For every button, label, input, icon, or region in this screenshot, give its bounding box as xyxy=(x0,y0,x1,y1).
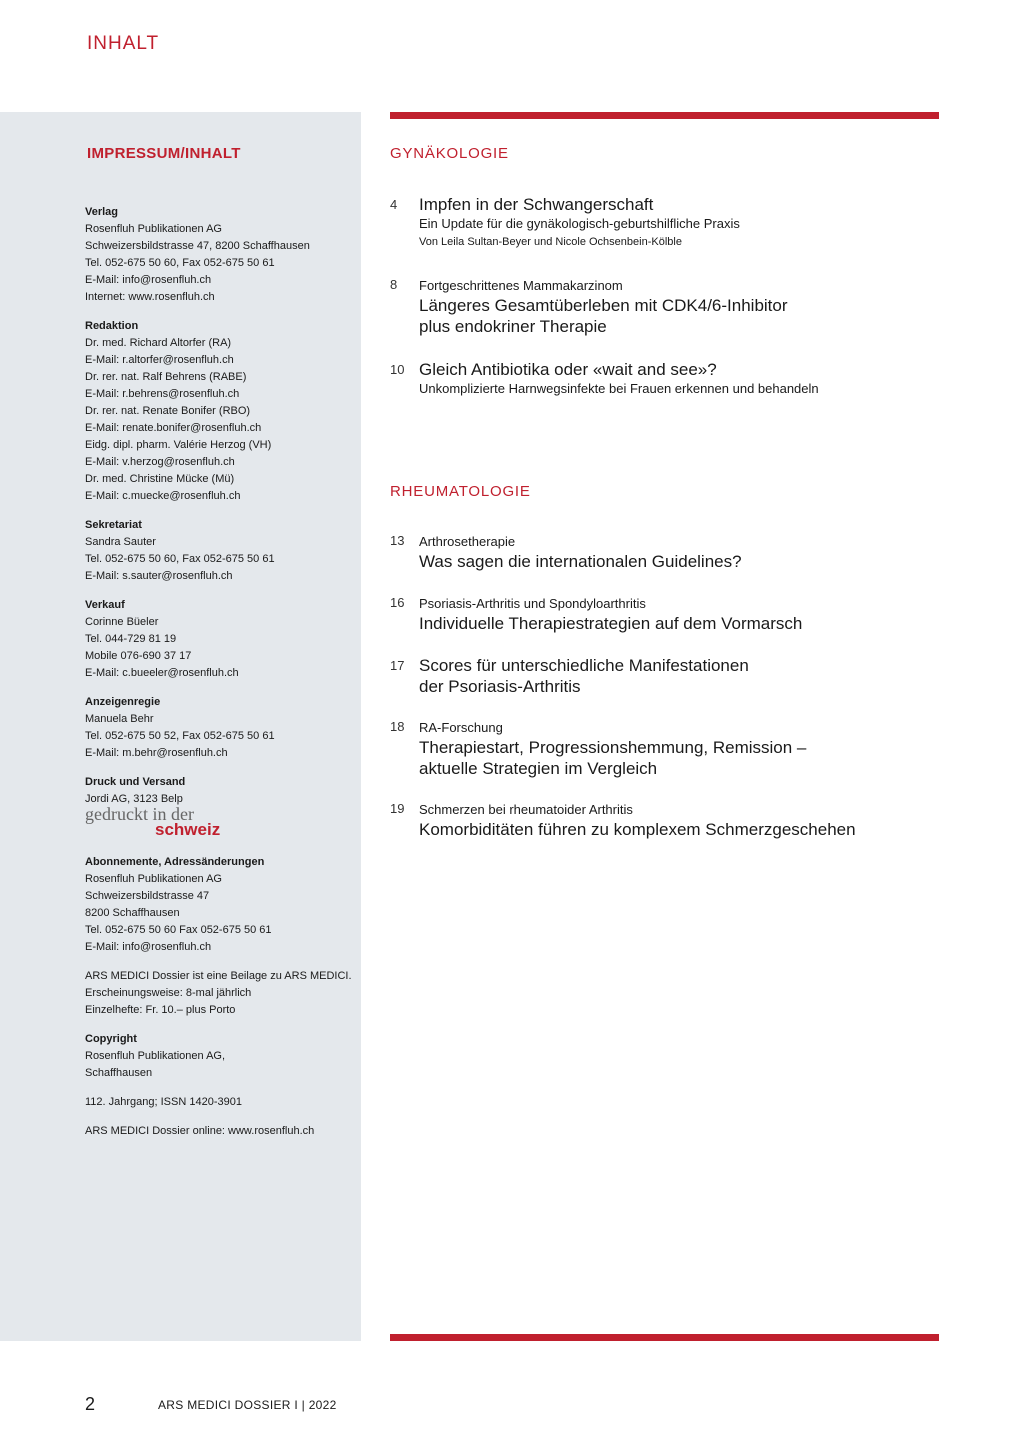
impressum-block-abonnemente xyxy=(85,854,355,956)
block-line: Dr. med. Richard Altorfer (RA) xyxy=(85,337,232,349)
logo-line-2: schweiz xyxy=(155,820,221,839)
block-line: Schweizersbildstrasse 47, 8200 Schaffhausen xyxy=(85,240,310,252)
entry-title: Individuelle Therapiestrategien auf dem Vormarsch xyxy=(419,614,803,633)
impressum-block-anzeigenregie xyxy=(85,694,355,762)
block-line[interactable]: E-Mail: s.sauter@rosenfluh.ch xyxy=(85,570,233,582)
entry-page-number: 13 xyxy=(390,533,405,548)
entry-title: Komorbiditäten führen zu komplexem Schmerzgeschehen xyxy=(419,820,856,839)
block-line: ARS MEDICI Dossier ist eine Beilage zu ARS MEDICI. xyxy=(85,970,352,982)
block-line: Sandra Sauter xyxy=(85,536,156,548)
block-heading: Redaktion xyxy=(85,320,139,332)
block-line: Dr. rer. nat. Ralf Behrens (RABE) xyxy=(85,371,247,383)
entry-title-line: der Psoriasis-Arthritis xyxy=(419,677,581,696)
entry-page-number: 4 xyxy=(390,197,398,212)
block-line: 8200 Schaffhausen xyxy=(85,907,180,919)
entry-subtitle: Unkomplizierte Harnwegsinfekte bei Frauen erkennen und behandeln xyxy=(419,381,819,396)
entry-body xyxy=(419,533,949,572)
entry-title: Gleich Antibiotika oder «wait and see»? xyxy=(419,360,717,379)
block-line[interactable]: E-Mail: c.muecke@rosenfluh.ch xyxy=(85,490,241,502)
block-line: Rosenfluh Publikationen AG xyxy=(85,873,222,885)
entry-kicker: Arthrosetherapie xyxy=(419,534,516,549)
block-heading: Druck und Versand xyxy=(85,776,186,788)
entry-body xyxy=(419,277,949,337)
entry-body xyxy=(419,801,949,840)
entry-body xyxy=(419,194,949,251)
block-line: Tel. 044-729 81 19 xyxy=(85,633,177,645)
block-line: Manuela Behr xyxy=(85,713,154,725)
impressum-block-issn xyxy=(85,1094,355,1111)
impressum-block-redaktion xyxy=(85,318,355,505)
entry-title-line: Längeres Gesamtüberleben mit CDK4/6-Inhibitor xyxy=(419,296,788,315)
impressum-block-copyright xyxy=(85,1031,355,1082)
block-line: Tel. 052-675 50 60 Fax 052-675 50 61 xyxy=(85,924,272,936)
impressum-content xyxy=(85,204,355,1152)
block-line: Rosenfluh Publikationen AG xyxy=(85,223,222,235)
block-line: Corinne Büeler xyxy=(85,616,159,628)
entry-subtitle: Ein Update für die gynäkologisch-geburtshilfliche Praxis xyxy=(419,216,740,231)
entry-title-line: aktuelle Strategien im Vergleich xyxy=(419,759,658,778)
block-line: Schweizersbildstrasse 47 xyxy=(85,890,210,902)
block-line[interactable]: E-Mail: m.behr@rosenfluh.ch xyxy=(85,747,228,759)
top-red-rule xyxy=(390,112,939,119)
impressum-block-online xyxy=(85,1123,355,1140)
section-heading-gynaekologie: GYNÄKOLOGIE xyxy=(390,145,509,162)
block-line[interactable]: E-Mail: r.behrens@rosenfluh.ch xyxy=(85,388,240,400)
entry-page-number: 18 xyxy=(390,719,405,734)
block-line: Eidg. dipl. pharm. Valérie Herzog (VH) xyxy=(85,439,272,451)
entry-title-line: Therapiestart, Progressionshemmung, Remission – xyxy=(419,738,807,757)
block-heading: Abonnemente, Adressänderungen xyxy=(85,856,265,868)
entry-kicker: Fortgeschrittenes Mammakarzinom xyxy=(419,278,623,293)
entry-kicker: RA-Forschung xyxy=(419,720,503,735)
section-heading-rheumatologie: RHEUMATOLOGIE xyxy=(390,483,531,500)
block-heading: Verlag xyxy=(85,206,119,218)
block-line: Tel. 052-675 50 60, Fax 052-675 50 61 xyxy=(85,257,275,269)
gedruckt-in-der-schweiz-logo xyxy=(85,806,355,840)
block-line[interactable]: ARS MEDICI Dossier online: www.rosenfluh.ch xyxy=(85,1125,315,1137)
block-line: Erscheinungsweise: 8-mal jährlich xyxy=(85,987,252,999)
block-line[interactable]: E-Mail: c.bueeler@rosenfluh.ch xyxy=(85,667,239,679)
block-line: Dr. med. Christine Mücke (Mü) xyxy=(85,473,235,485)
block-line: Schaffhausen xyxy=(85,1067,153,1079)
impressum-block-beilage xyxy=(85,968,355,1019)
block-heading: Verkauf xyxy=(85,599,125,611)
block-line: Tel. 052-675 50 52, Fax 052-675 50 61 xyxy=(85,730,275,742)
entry-title-line: Scores für unterschiedliche Manifestationen xyxy=(419,656,749,675)
page-number: 2 xyxy=(85,1394,96,1414)
block-line[interactable]: E-Mail: v.herzog@rosenfluh.ch xyxy=(85,456,235,468)
impressum-block-verlag xyxy=(85,204,355,306)
entry-kicker: Schmerzen bei rheumatoider Arthritis xyxy=(419,802,633,817)
entry-kicker: Psoriasis-Arthritis und Spondyloarthritis xyxy=(419,596,646,611)
block-line[interactable]: E-Mail: r.altorfer@rosenfluh.ch xyxy=(85,354,234,366)
entry-body xyxy=(419,719,949,779)
block-heading: Sekretariat xyxy=(85,519,142,531)
entry-byline: Von Leila Sultan-Beyer und Nicole Ochsenbein-Kölble xyxy=(419,236,682,248)
entry-title: Was sagen die internationalen Guidelines? xyxy=(419,552,742,571)
logo-line-1: gedruckt in der xyxy=(85,804,194,824)
block-line[interactable]: E-Mail: info@rosenfluh.ch xyxy=(85,274,212,286)
block-line: Rosenfluh Publikationen AG, xyxy=(85,1050,226,1062)
block-line: Dr. rer. nat. Renate Bonifer (RBO) xyxy=(85,405,251,417)
entry-page-number: 8 xyxy=(390,277,398,292)
sidebar-title: IMPRESSUM/INHALT xyxy=(87,145,241,162)
block-line: Jordi AG, 3123 Belp xyxy=(85,793,183,805)
block-line: Tel. 052-675 50 60, Fax 052-675 50 61 xyxy=(85,553,275,565)
entry-page-number: 17 xyxy=(390,658,405,673)
block-line: Mobile 076-690 37 17 xyxy=(85,650,192,662)
impressum-block-sekretariat xyxy=(85,517,355,585)
block-heading: Copyright xyxy=(85,1033,137,1045)
entry-page-number: 19 xyxy=(390,801,405,816)
block-line[interactable]: E-Mail: info@rosenfluh.ch xyxy=(85,941,212,953)
entry-body xyxy=(419,359,949,398)
publication-footer: ARS MEDICI DOSSIER I | 2022 xyxy=(158,1398,337,1412)
entry-page-number: 16 xyxy=(390,595,405,610)
entry-body xyxy=(419,655,949,697)
impressum-block-druck xyxy=(85,774,355,808)
header-label: INHALT xyxy=(87,33,160,54)
bottom-red-rule xyxy=(390,1334,939,1341)
entry-title: Impfen in der Schwangerschaft xyxy=(419,195,654,214)
block-heading: Anzeigenregie xyxy=(85,696,161,708)
block-line[interactable]: E-Mail: renate.bonifer@rosenfluh.ch xyxy=(85,422,262,434)
entry-title-line: plus endokriner Therapie xyxy=(419,317,607,336)
entry-body xyxy=(419,595,949,634)
block-line: Einzelhefte: Fr. 10.– plus Porto xyxy=(85,1004,236,1016)
block-line: 112. Jahrgang; ISSN 1420-3901 xyxy=(85,1096,242,1108)
block-line[interactable]: Internet: www.rosenfluh.ch xyxy=(85,291,215,303)
entry-page-number: 10 xyxy=(390,362,405,377)
impressum-block-verkauf xyxy=(85,597,355,682)
